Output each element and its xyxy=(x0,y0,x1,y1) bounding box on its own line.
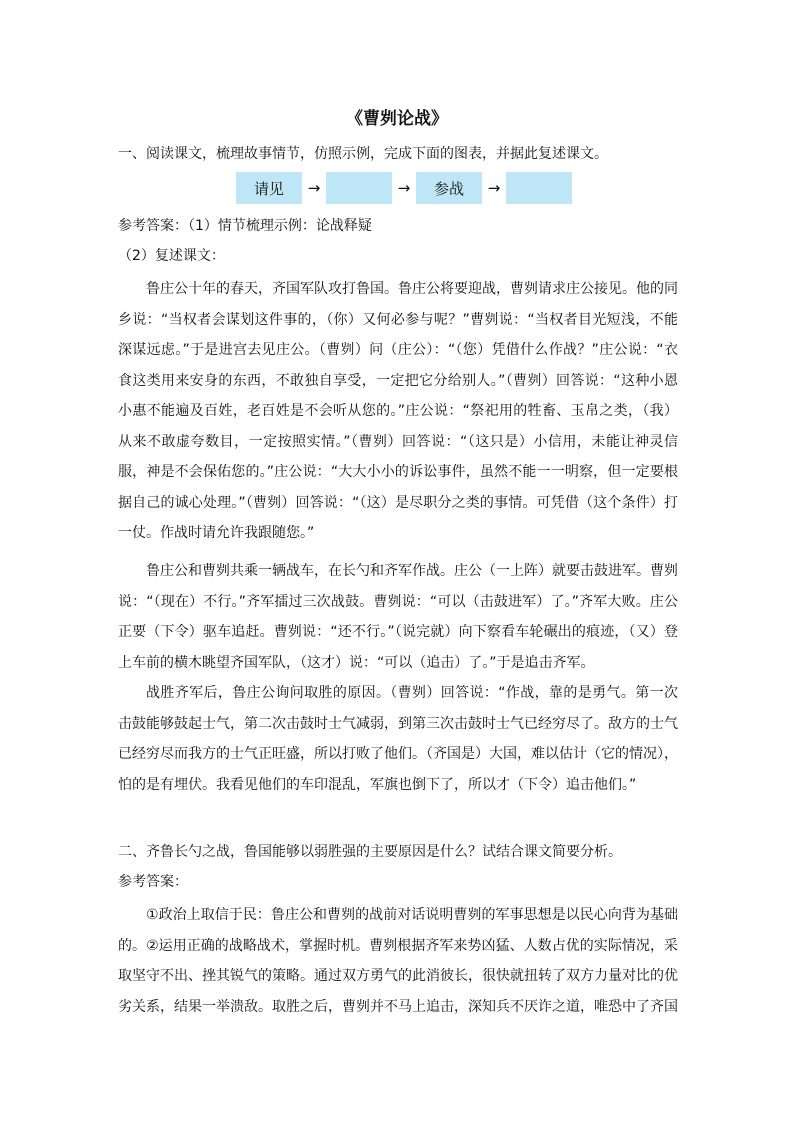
retell-paragraph-2: 鲁庄公和曹刿共乘一辆战车，在长勺和齐军作战。庄公（一上阵）就要击鼓进军。曹刿说：“（现在）不行。”齐军擂过三次战鼓。曹刿说：“可以（击鼓进军）了。”齐军大败。庄公正要（下令）驱车追赶。曹刿说：“还不行。”（说完就）向下察看车轮碾出的痕迹，（又）登上车前的横木眺望齐国军队，（这才）说：“可以（追击）了。”于是追击齐军。 xyxy=(118,563,678,671)
retell-paragraph-1: 鲁庄公十年的春天，齐国军队攻打鲁国。鲁庄公将要迎战，曹刿请求庄公接见。他的同乡说：“当权者会谋划这件事的，（你）又何必参与呢？”曹刿说：“当权者目光短浅，不能深谋远虑。”于是进宫去见庄公。（曹刿）问（庄公）：“（您）凭借什么作战？”庄公说：“衣食这类用来安身的东西，不敢独自享受，一定把它分给别人。”（曹刿）回答说：“这种小恩小惠不能遍及百姓，老百姓是不会听从您的。”庄公说：“祭祀用的牲畜、玉帛之类，（我）从来不敢虚夸数目，一定按照实情。”（曹刿）回答说：“（这只是）小信用，未能让神灵信服，神是不会保佑您的。”庄公说：“大大小小的诉讼事件，虽然不能一一明察，但一定要根据自己的诚心处理。”（曹刿）回答说：“（这）是尽职分之类的事情。可凭借（这个条件）打一仗。作战时请允许我跟随您。” xyxy=(118,281,678,541)
question-2-prompt: 二、齐鲁长勺之战，鲁国能够以弱胜强的主要原因是什么？试结合课文简要分析。 xyxy=(118,844,622,860)
answer-1-label: 参考答案：（1）情节梳理示例：论战释疑 xyxy=(118,218,372,234)
page-title: 《曹刿论战》 xyxy=(346,109,448,129)
flow-box-3: 参战 xyxy=(416,172,482,204)
question-1-prompt: 一、阅读课文，梳理故事情节，仿照示例，完成下面的图表，并据此复述课文。 xyxy=(118,146,608,162)
retell-label: （2）复述课文： xyxy=(118,248,225,264)
flow-arrow-3: → xyxy=(487,179,501,197)
flow-arrow-1: → xyxy=(307,179,321,197)
flow-box-1: 请见 xyxy=(236,172,302,204)
plot-flow-chart xyxy=(236,172,572,204)
flow-arrow-2: → xyxy=(397,179,411,197)
flow-box-4-blank xyxy=(506,172,572,204)
flow-box-2-blank xyxy=(326,172,392,204)
retell-paragraph-3: 战胜齐军后，鲁庄公询问取胜的原因。（曹刿）回答说：“作战，靠的是勇气。第一次击鼓能够鼓起士气，第二次击鼓时士气减弱，到第三次击鼓时士气已经穷尽了。敌方的士气已经穷尽而我方的士气正旺盛，所以打败了他们。（齐国是）大国，难以估计（它的情况），怕的是有埋伏。我看见他们的车印混乱，军旗也倒下了，所以才（下令）追击他们。” xyxy=(118,685,678,793)
answer-2-paragraph: ①政治上取信于民：鲁庄公和曹刿的战前对话说明曹刿的军事思想是以民心向背为基础的。②运用正确的战略战术，掌握时机。曹刿根据齐军来势凶猛、人数占优的实际情况，采取坚守不出、挫其锐气的策略。通过双方勇气的此消彼长，很快就扭转了双方力量对比的优劣关系，结果一举溃敌。取胜之后，曹刿并不马上追击，深知兵不厌诈之道，唯恐中了齐国 xyxy=(118,907,678,1015)
answer-2-label: 参考答案： xyxy=(118,874,188,890)
